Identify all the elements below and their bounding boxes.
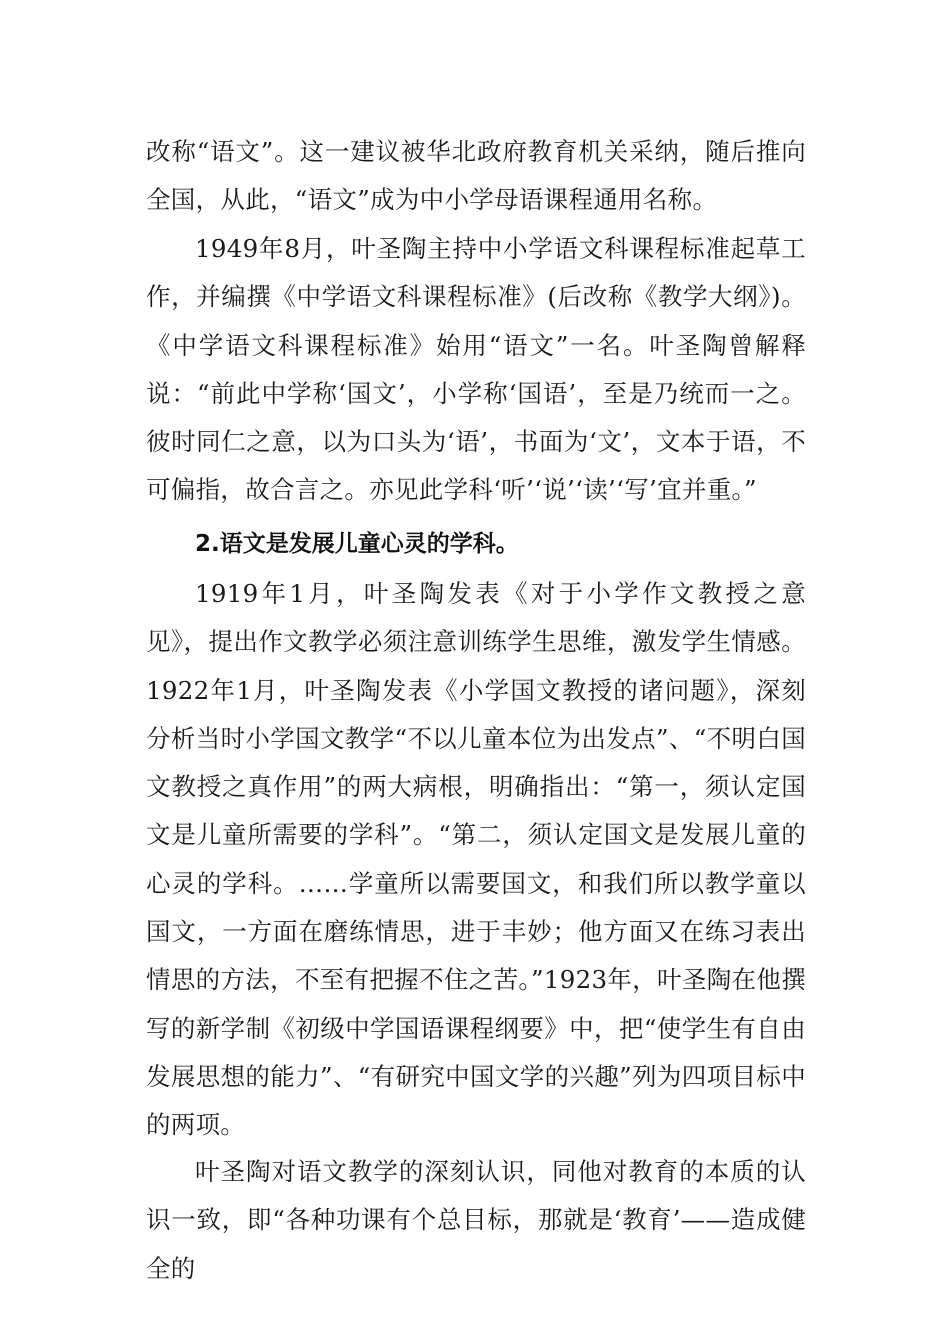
paragraph-text: 叶圣陶对语文教学的深刻认识，同他对教育的本质的认识一致，即“各种功课有个总目标，那就是‘教育’——造成健全的 <box>146 1157 806 1283</box>
paragraph-text: 1919年1月，叶圣陶发表《对于小学作文教授之意见》，提出作文教学必须注意训练学生思维，激发学生情感。1922年1月，叶圣陶发表《小学国文教授的诸问题》，深刻分析当时小学国文教学“不以儿童本位为出发点”、“不明白国文教授之真作用”的两大病根，明确指出：“第一，须认定国文是儿童所需要的学科”。“第二，须认定国文是发展儿童的心灵的学科。……学童所以需要国文，和我们所以教学童以国文，一方面在磨练情思，进于丰妙；他方面又在练习表出情思的方法，不至有把握不住之苦。”1923年，叶圣陶在他撰写的新学制《初级中学国语课程纲要》中，把“使学生有自由发展思想的能力”、“有研究中国文学的兴趣”列为四项目标中的两项。 <box>146 579 806 1140</box>
section-heading-text: 2.语文是发展儿童心灵的学科。 <box>195 531 519 557</box>
paragraph-1919 <box>146 570 806 1150</box>
section-heading <box>146 520 806 568</box>
paragraph-continuation <box>146 128 806 225</box>
paragraph-text: 1949年8月，叶圣陶主持中小学语文科课程标准起草工作，并编撰《中学语文科课程标准》(后改称《教学大纲》)。《中学语文科课程标准》始用“语文”一名。叶圣陶曾解释说：“前此中学称‘国文’，小学称‘国语’，至是乃统而一之。彼时同仁之意，以为口头为‘语’，书面为‘文’，文本于语，不可偏指，故合言之。亦见此学科‘听’‘说’‘读’‘写’宜并重。” <box>146 234 806 505</box>
paragraph-text: 改称“语文”。这一建议被华北政府教育机关采纳，随后推向全国，从此，“语文”成为中小学母语课程通用名称。 <box>146 137 806 215</box>
paragraph-1949 <box>146 225 806 515</box>
paragraph-summary <box>146 1148 806 1293</box>
